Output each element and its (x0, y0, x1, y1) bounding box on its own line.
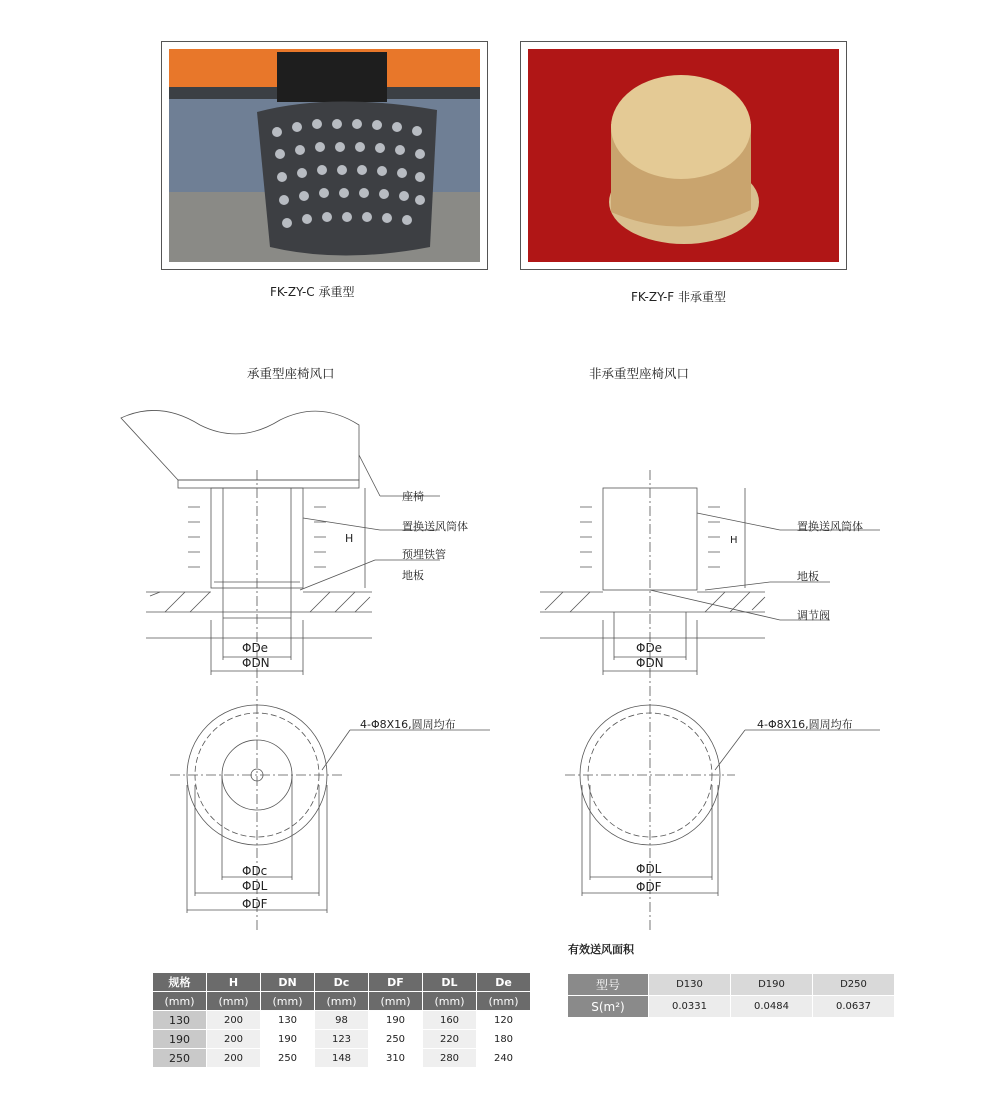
spec-cell: 190 (261, 1030, 315, 1049)
spec-header: 规格 (153, 973, 207, 992)
drawing-title-load-bearing: 承重型座椅风口 (247, 366, 335, 381)
spec-cell: 280 (423, 1049, 477, 1068)
label-pipe: 预埋铁管 (402, 548, 446, 561)
area-header-label: 型号 (568, 974, 649, 996)
spec-cell: 190 (369, 1011, 423, 1030)
drawing-title-non-load-bearing: 非承重型座椅风口 (589, 366, 690, 381)
spec-cell: 310 (369, 1049, 423, 1068)
spec-unit: (mm) (315, 992, 369, 1011)
label-valve: 调节阀 (797, 609, 830, 622)
spec-unit: (mm) (153, 992, 207, 1011)
label-dn-right: ΦDN (636, 656, 664, 670)
caption-load-bearing: FK-ZY-C 承重型 (270, 285, 355, 299)
label-dn-left: ΦDN (242, 656, 270, 670)
spec-unit: (mm) (207, 992, 261, 1011)
spec-unit: (mm) (423, 992, 477, 1011)
label-tube-right: 置换送风筒体 (797, 520, 863, 533)
spec-cell: 160 (423, 1011, 477, 1030)
area-table (567, 973, 895, 1018)
label-de-right: ΦDe (636, 641, 663, 655)
label-dl-left: ΦDL (242, 879, 268, 893)
area-value: 0.0637 (813, 996, 895, 1018)
spec-cell: 120 (477, 1011, 531, 1030)
table-row (153, 1011, 531, 1030)
label-tube-left: 置换送风筒体 (402, 520, 468, 533)
spec-cell: 200 (207, 1011, 261, 1030)
spec-cell: 200 (207, 1049, 261, 1068)
area-value-label: S(m²) (568, 996, 649, 1018)
label-df-left: ΦDF (242, 897, 268, 911)
spec-cell: 240 (477, 1049, 531, 1068)
spec-cell: 148 (315, 1049, 369, 1068)
spec-header: DN (261, 973, 315, 992)
spec-cell: 250 (153, 1049, 207, 1068)
label-dc: ΦDc (242, 864, 268, 878)
table-row (153, 1049, 531, 1068)
label-holes-left: 4-Φ8X16,圆周均布 (360, 718, 456, 731)
area-model: D130 (649, 974, 731, 996)
area-model: D250 (813, 974, 895, 996)
spec-header: DF (369, 973, 423, 992)
table-row (153, 1030, 531, 1049)
spec-cell: 190 (153, 1030, 207, 1049)
label-holes-right: 4-Φ8X16,圆周均布 (757, 718, 853, 731)
spec-header: DL (423, 973, 477, 992)
label-h-right: H (730, 535, 738, 546)
area-table-title: 有效送风面积 (568, 943, 634, 956)
label-floor-left: 地板 (402, 569, 424, 582)
spec-cell: 250 (261, 1049, 315, 1068)
area-value: 0.0331 (649, 996, 731, 1018)
label-floor-right: 地板 (797, 570, 819, 583)
area-value: 0.0484 (731, 996, 813, 1018)
spec-header: Dc (315, 973, 369, 992)
label-dl-right: ΦDL (636, 862, 662, 876)
spec-cell: 180 (477, 1030, 531, 1049)
caption-non-load-bearing: FK-ZY-F 非承重型 (631, 290, 727, 304)
spec-unit: (mm) (261, 992, 315, 1011)
spec-unit: (mm) (369, 992, 423, 1011)
label-de-left: ΦDe (242, 641, 269, 655)
spec-header: H (207, 973, 261, 992)
spec-table (153, 973, 531, 1068)
spec-cell: 250 (369, 1030, 423, 1049)
spec-cell: 130 (153, 1011, 207, 1030)
spec-cell: 123 (315, 1030, 369, 1049)
spec-header: De (477, 973, 531, 992)
spec-cell: 130 (261, 1011, 315, 1030)
label-df-right: ΦDF (636, 880, 662, 894)
area-model: D190 (731, 974, 813, 996)
spec-unit: (mm) (477, 992, 531, 1011)
spec-cell: 220 (423, 1030, 477, 1049)
spec-cell: 98 (315, 1011, 369, 1030)
label-h-left: H (345, 532, 354, 545)
spec-cell: 200 (207, 1030, 261, 1049)
label-seat: 座椅 (402, 490, 424, 503)
